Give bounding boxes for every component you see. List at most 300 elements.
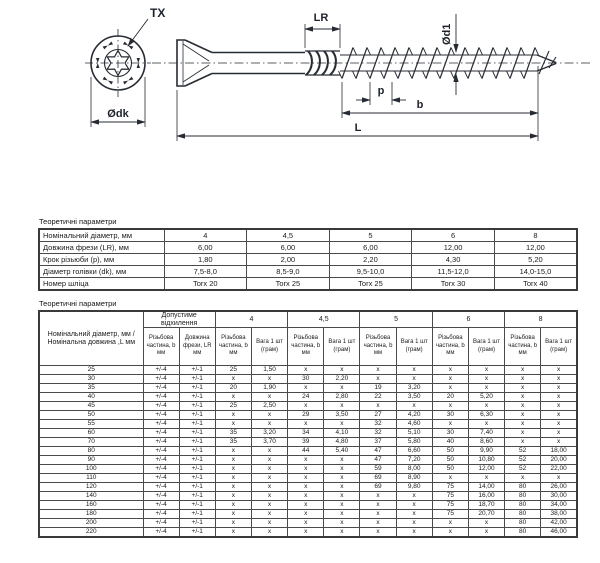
value-cell: 35 xyxy=(215,429,251,438)
value-cell: 9,90 xyxy=(468,447,504,456)
value-cell: +/-4 xyxy=(143,375,179,384)
table2-row xyxy=(39,510,577,519)
table1-cell: Torx 25 xyxy=(247,278,330,291)
value-cell: x xyxy=(324,456,360,465)
label-l: L xyxy=(354,122,362,134)
screw-technical-drawing xyxy=(0,0,600,162)
value-cell: +/-4 xyxy=(143,510,179,519)
weight-header: Вага 1 шт (грам) xyxy=(541,328,577,366)
value-cell: x xyxy=(251,528,287,538)
value-cell: x xyxy=(432,420,468,429)
value-cell: +/-1 xyxy=(179,528,215,538)
value-cell: x xyxy=(288,456,324,465)
value-cell: 18,00 xyxy=(541,447,577,456)
label-p: p xyxy=(377,85,385,97)
value-cell: 24 xyxy=(288,393,324,402)
length-cell: 110 xyxy=(39,474,143,483)
value-cell: x xyxy=(324,366,360,375)
value-cell: +/-4 xyxy=(143,411,179,420)
value-cell: 80 xyxy=(505,483,541,492)
length-cell: 180 xyxy=(39,510,143,519)
value-cell: x xyxy=(360,501,396,510)
value-cell: +/-4 xyxy=(143,366,179,375)
table2-row xyxy=(39,492,577,501)
value-cell: +/-1 xyxy=(179,411,215,420)
value-cell: +/-1 xyxy=(179,492,215,501)
value-cell: x xyxy=(324,402,360,411)
table2-row xyxy=(39,519,577,528)
table1-cell: Torx 40 xyxy=(494,278,577,291)
l-dimension xyxy=(177,90,538,141)
weight-header: Вага 1 шт (грам) xyxy=(468,328,504,366)
value-cell: +/-1 xyxy=(179,447,215,456)
value-cell: x xyxy=(360,375,396,384)
value-cell: x xyxy=(468,528,504,538)
value-cell: x xyxy=(541,366,577,375)
value-cell: 5,40 xyxy=(324,447,360,456)
value-cell: x xyxy=(396,510,432,519)
value-cell: x xyxy=(541,402,577,411)
value-cell: x xyxy=(360,519,396,528)
table1-cell: Torx 30 xyxy=(412,278,495,291)
value-cell: x xyxy=(215,465,251,474)
value-cell: 40 xyxy=(432,438,468,447)
value-cell: x xyxy=(396,375,432,384)
table2-row xyxy=(39,456,577,465)
value-cell: x xyxy=(396,402,432,411)
value-cell: 52 xyxy=(505,465,541,474)
table1-cell: 4,5 xyxy=(247,229,330,242)
value-cell: x xyxy=(215,501,251,510)
length-cell: 160 xyxy=(39,501,143,510)
value-cell: +/-4 xyxy=(143,519,179,528)
value-cell: x xyxy=(468,366,504,375)
value-cell: x xyxy=(432,402,468,411)
value-cell: x xyxy=(468,384,504,393)
value-cell: 32 xyxy=(360,420,396,429)
value-cell: 38,00 xyxy=(541,510,577,519)
value-cell: 20,70 xyxy=(468,510,504,519)
weight-header: Вага 1 шт (грам) xyxy=(396,328,432,366)
value-cell: 2,20 xyxy=(324,375,360,384)
value-cell: 19 xyxy=(360,384,396,393)
label-dk: Ødk xyxy=(107,108,129,120)
value-cell: x xyxy=(396,501,432,510)
table2-row xyxy=(39,438,577,447)
value-cell: x xyxy=(468,375,504,384)
value-cell: 22 xyxy=(360,393,396,402)
value-cell: +/-1 xyxy=(179,366,215,375)
value-cell: x xyxy=(541,474,577,483)
value-cell: x xyxy=(432,519,468,528)
theoretical-parameters-block-1 xyxy=(38,217,579,291)
table2-row xyxy=(39,528,577,538)
value-cell: x xyxy=(215,420,251,429)
value-cell: x xyxy=(251,420,287,429)
value-cell: +/-1 xyxy=(179,375,215,384)
value-cell: 39 xyxy=(288,438,324,447)
thread-part-header: Різьбова частина, b мм xyxy=(505,328,541,366)
value-cell: x xyxy=(215,510,251,519)
table1-cell: 8,5-9,0 xyxy=(247,266,330,278)
table1-cell: 8 xyxy=(494,229,577,242)
value-cell: +/-4 xyxy=(143,420,179,429)
value-cell: 75 xyxy=(432,510,468,519)
value-cell: +/-4 xyxy=(143,384,179,393)
value-cell: +/-1 xyxy=(179,420,215,429)
table2-row xyxy=(39,366,577,375)
length-cell: 35 xyxy=(39,384,143,393)
value-cell: +/-4 xyxy=(143,501,179,510)
table1-cell: 6,00 xyxy=(164,242,247,254)
value-cell: x xyxy=(432,375,468,384)
value-cell: x xyxy=(251,474,287,483)
value-cell: x xyxy=(288,366,324,375)
value-cell: x xyxy=(288,492,324,501)
value-cell: x xyxy=(215,492,251,501)
value-cell: 52 xyxy=(505,456,541,465)
value-cell: 5,80 xyxy=(396,438,432,447)
value-cell: x xyxy=(288,384,324,393)
value-cell: 47 xyxy=(360,447,396,456)
value-cell: 5,10 xyxy=(396,429,432,438)
torx-head-top-view xyxy=(85,29,151,97)
value-cell: +/-1 xyxy=(179,429,215,438)
value-cell: 47 xyxy=(360,456,396,465)
length-cell: 220 xyxy=(39,528,143,538)
value-cell: 52 xyxy=(505,447,541,456)
value-cell: 20,00 xyxy=(541,456,577,465)
value-cell: 8,90 xyxy=(396,474,432,483)
thread-part-header: Різьбова частина, b мм xyxy=(288,328,324,366)
value-cell: 2,80 xyxy=(324,393,360,402)
value-cell: 75 xyxy=(432,501,468,510)
length-cell: 80 xyxy=(39,447,143,456)
value-cell: x xyxy=(324,510,360,519)
value-cell: 22,00 xyxy=(541,465,577,474)
table1-cell: 2,20 xyxy=(329,254,412,266)
length-weight-parameters-table xyxy=(38,310,578,538)
value-cell: x xyxy=(324,483,360,492)
weight-header: Вага 1 шт (грам) xyxy=(251,328,287,366)
value-cell: x xyxy=(251,375,287,384)
value-cell: x xyxy=(288,528,324,538)
table1-cell: 4 xyxy=(164,229,247,242)
theoretical-parameters-block-2 xyxy=(38,299,579,538)
length-cell: 200 xyxy=(39,519,143,528)
value-cell: +/-1 xyxy=(179,474,215,483)
value-cell: x xyxy=(541,375,577,384)
table1-row-label: Крок різьюби (p), мм xyxy=(39,254,164,266)
value-cell: x xyxy=(251,411,287,420)
value-cell: x xyxy=(505,384,541,393)
table1-title: Теоретичні параметри xyxy=(39,217,117,226)
value-cell: 27 xyxy=(360,411,396,420)
table2-row xyxy=(39,465,577,474)
value-cell: x xyxy=(360,510,396,519)
diameter-group-header: 4 xyxy=(215,311,287,328)
value-cell: x xyxy=(251,447,287,456)
value-cell: x xyxy=(360,528,396,538)
value-cell: x xyxy=(505,438,541,447)
thread-part-header: Різьбова частина, b мм xyxy=(432,328,468,366)
value-cell: 80 xyxy=(505,492,541,501)
value-cell: +/-4 xyxy=(143,438,179,447)
value-cell: x xyxy=(215,528,251,538)
value-cell: x xyxy=(360,366,396,375)
length-cell: 90 xyxy=(39,456,143,465)
value-cell: 18,70 xyxy=(468,501,504,510)
value-cell: +/-4 xyxy=(143,528,179,538)
value-cell: x xyxy=(324,474,360,483)
label-b: b xyxy=(416,99,424,111)
value-cell: x xyxy=(251,501,287,510)
table2-row xyxy=(39,384,577,393)
value-cell: x xyxy=(324,420,360,429)
value-cell: x xyxy=(505,366,541,375)
value-cell: 8,00 xyxy=(396,465,432,474)
value-cell: +/-4 xyxy=(143,492,179,501)
value-cell: x xyxy=(215,411,251,420)
value-cell: x xyxy=(432,528,468,538)
value-cell: x xyxy=(396,492,432,501)
value-cell: +/-1 xyxy=(179,510,215,519)
screw-side-view xyxy=(152,40,590,86)
value-cell: 75 xyxy=(432,483,468,492)
value-cell: +/-1 xyxy=(179,384,215,393)
value-cell: x xyxy=(432,366,468,375)
length-cell: 60 xyxy=(39,429,143,438)
value-cell: 34 xyxy=(288,429,324,438)
value-cell: x xyxy=(432,384,468,393)
value-cell: x xyxy=(324,519,360,528)
value-cell: x xyxy=(468,519,504,528)
value-cell: 3,20 xyxy=(251,429,287,438)
value-cell: 30 xyxy=(432,411,468,420)
table2-row xyxy=(39,375,577,384)
value-cell: 6,30 xyxy=(468,411,504,420)
length-cell: 30 xyxy=(39,375,143,384)
value-cell: +/-1 xyxy=(179,402,215,411)
table2-row xyxy=(39,501,577,510)
value-cell: x xyxy=(251,519,287,528)
value-cell: x xyxy=(396,528,432,538)
label-lr: LR xyxy=(313,12,329,24)
length-cell: 120 xyxy=(39,483,143,492)
diameter-group-header: 8 xyxy=(505,311,577,328)
value-cell: 2,50 xyxy=(251,402,287,411)
diameter-group-header: 5 xyxy=(360,311,432,328)
p-dimension xyxy=(356,82,406,105)
value-cell: +/-1 xyxy=(179,393,215,402)
value-cell: x xyxy=(360,492,396,501)
table2-row xyxy=(39,447,577,456)
length-cell: 25 xyxy=(39,366,143,375)
table1-cell: 4,30 xyxy=(412,254,495,266)
table2-corner-header: Номінальний діаметр, мм / Номінальна довжина ,L мм xyxy=(39,311,143,366)
value-cell: 3,50 xyxy=(396,393,432,402)
value-cell: 80 xyxy=(505,519,541,528)
value-cell: 80 xyxy=(505,501,541,510)
length-cell: 100 xyxy=(39,465,143,474)
table2-row xyxy=(39,411,577,420)
value-cell: 80 xyxy=(505,528,541,538)
value-cell: x xyxy=(288,474,324,483)
value-cell: 50 xyxy=(432,447,468,456)
value-cell: x xyxy=(505,402,541,411)
value-cell: x xyxy=(288,402,324,411)
table2-group-row xyxy=(39,311,577,328)
length-cell: 40 xyxy=(39,393,143,402)
value-cell: x xyxy=(541,411,577,420)
value-cell: 4,60 xyxy=(396,420,432,429)
value-cell: 6,60 xyxy=(396,447,432,456)
value-cell: 44 xyxy=(288,447,324,456)
value-cell: 29 xyxy=(288,411,324,420)
value-cell: 1,90 xyxy=(251,384,287,393)
value-cell: x xyxy=(251,492,287,501)
value-cell: x xyxy=(505,375,541,384)
value-cell: x xyxy=(505,411,541,420)
value-cell: +/-4 xyxy=(143,456,179,465)
value-cell: 25 xyxy=(215,402,251,411)
value-cell: x xyxy=(215,447,251,456)
value-cell: x xyxy=(505,420,541,429)
table2-row xyxy=(39,420,577,429)
value-cell: x xyxy=(324,501,360,510)
value-cell: +/-4 xyxy=(143,465,179,474)
value-cell: x xyxy=(251,393,287,402)
value-cell: 8,60 xyxy=(468,438,504,447)
table1-cell: 6,00 xyxy=(329,242,412,254)
value-cell: +/-4 xyxy=(143,483,179,492)
value-cell: 30,00 xyxy=(541,492,577,501)
value-cell: 3,20 xyxy=(396,384,432,393)
value-cell: x xyxy=(541,420,577,429)
value-cell: +/-4 xyxy=(143,402,179,411)
value-cell: 10,80 xyxy=(468,456,504,465)
table1-cell: Torx 25 xyxy=(329,278,412,291)
value-cell: 50 xyxy=(432,456,468,465)
value-cell: x xyxy=(288,519,324,528)
value-cell: x xyxy=(505,429,541,438)
table1-row xyxy=(39,242,577,254)
value-cell: 34,00 xyxy=(541,501,577,510)
length-cell: 70 xyxy=(39,438,143,447)
value-cell: x xyxy=(541,438,577,447)
value-cell: x xyxy=(541,384,577,393)
table1-row xyxy=(39,254,577,266)
value-cell: 4,80 xyxy=(324,438,360,447)
value-cell: x xyxy=(251,456,287,465)
length-cell: 50 xyxy=(39,411,143,420)
table1-cell: Torx 20 xyxy=(164,278,247,291)
value-cell: 30 xyxy=(288,375,324,384)
value-cell: x xyxy=(541,393,577,402)
table1-cell: 14,0-15,0 xyxy=(494,266,577,278)
value-cell: x xyxy=(288,501,324,510)
table1-cell: 7,5-8,0 xyxy=(164,266,247,278)
value-cell: x xyxy=(505,474,541,483)
value-cell: 1,50 xyxy=(251,366,287,375)
dk-dimension xyxy=(91,77,145,127)
value-cell: 7,20 xyxy=(396,456,432,465)
thread-part-header: Різьбова частина, b мм xyxy=(215,328,251,366)
table1-row xyxy=(39,229,577,242)
value-cell: 3,50 xyxy=(324,411,360,420)
value-cell: 42,00 xyxy=(541,519,577,528)
table1-row-label: Номінальний діаметр, мм xyxy=(39,229,164,242)
value-cell: x xyxy=(215,474,251,483)
length-cell: 55 xyxy=(39,420,143,429)
table1-cell: 5,20 xyxy=(494,254,577,266)
value-cell: 16,00 xyxy=(468,492,504,501)
value-cell: x xyxy=(215,483,251,492)
table1-cell: 12,00 xyxy=(494,242,577,254)
table2-row xyxy=(39,429,577,438)
table1-row-label: Номер шліца xyxy=(39,278,164,291)
value-cell: 37 xyxy=(360,438,396,447)
value-cell: x xyxy=(215,456,251,465)
table2-row xyxy=(39,474,577,483)
tolerance-mill-header: Довжина фрези, LR мм xyxy=(179,328,215,366)
value-cell: +/-4 xyxy=(143,429,179,438)
value-cell: x xyxy=(324,492,360,501)
value-cell: 14,00 xyxy=(468,483,504,492)
value-cell: 30 xyxy=(432,429,468,438)
value-cell: +/-1 xyxy=(179,483,215,492)
table1-cell: 6 xyxy=(412,229,495,242)
value-cell: 12,00 xyxy=(468,465,504,474)
table1-cell: 5 xyxy=(329,229,412,242)
value-cell: x xyxy=(215,393,251,402)
value-cell: 80 xyxy=(505,510,541,519)
value-cell: +/-1 xyxy=(179,519,215,528)
value-cell: 20 xyxy=(215,384,251,393)
value-cell: x xyxy=(468,402,504,411)
value-cell: 50 xyxy=(432,465,468,474)
value-cell: +/-1 xyxy=(179,456,215,465)
value-cell: 32 xyxy=(360,429,396,438)
table1-row-label: Діаметр голівки (dk), мм xyxy=(39,266,164,278)
value-cell: +/-1 xyxy=(179,501,215,510)
value-cell: +/-4 xyxy=(143,393,179,402)
value-cell: x xyxy=(324,384,360,393)
table1-cell: 2,00 xyxy=(247,254,330,266)
diameter-group-header: 4,5 xyxy=(288,311,360,328)
value-cell: 9,80 xyxy=(396,483,432,492)
table1-row-label: Довжина фрези (LR), мм xyxy=(39,242,164,254)
value-cell: 5,20 xyxy=(468,393,504,402)
value-cell: x xyxy=(324,465,360,474)
tolerance-group-header: Допустиме відхилення xyxy=(143,311,215,328)
length-cell: 140 xyxy=(39,492,143,501)
value-cell: 46,00 xyxy=(541,528,577,538)
value-cell: 7,40 xyxy=(468,429,504,438)
value-cell: x xyxy=(468,474,504,483)
table2-row xyxy=(39,402,577,411)
thread-part-header: Різьбова частина, b мм xyxy=(360,328,396,366)
value-cell: x xyxy=(432,474,468,483)
value-cell: 26,00 xyxy=(541,483,577,492)
value-cell: 4,20 xyxy=(396,411,432,420)
value-cell: 4,10 xyxy=(324,429,360,438)
value-cell: x xyxy=(251,510,287,519)
table1-cell: 6,00 xyxy=(247,242,330,254)
value-cell: x xyxy=(288,465,324,474)
value-cell: 69 xyxy=(360,483,396,492)
value-cell: 59 xyxy=(360,465,396,474)
